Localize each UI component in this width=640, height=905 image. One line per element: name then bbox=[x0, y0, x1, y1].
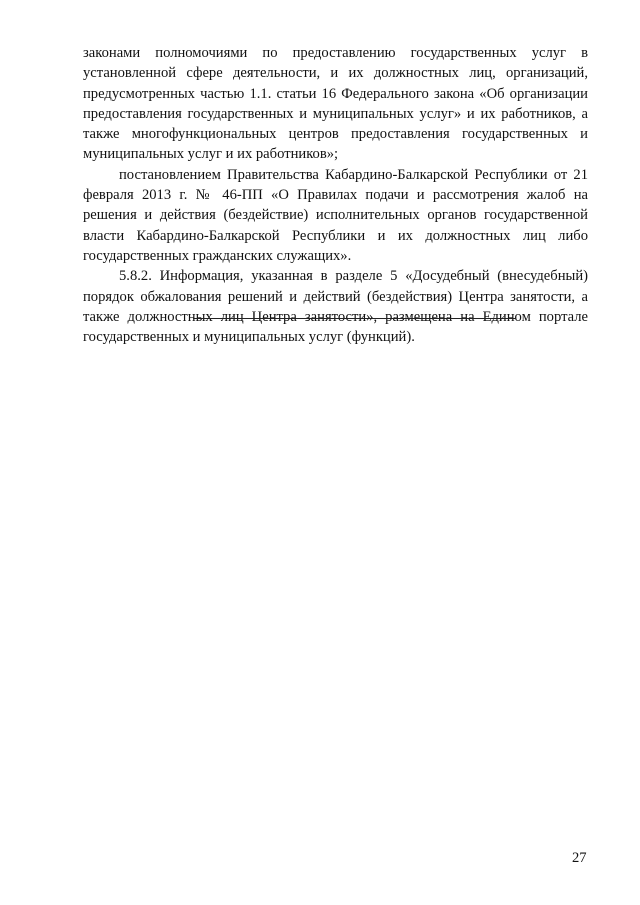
paragraph-government-resolution: постановлением Правительства Кабардино-Балкарской Республики от 21 февраля 2013 г. № 46-ПП «О Правилах подачи и рассмотрения жалоб на решения и действия (бездействие) исполнительных органов государственной власти Кабардино-Балкарской Республики и их должностных лиц либо государственных гражданских служащих». bbox=[83, 166, 588, 264]
page-number: 27 bbox=[572, 850, 587, 866]
body-text bbox=[83, 43, 588, 347]
paragraph-5-8-2: 5.8.2. Информация, указанная в разделе 5 «Досудебный (внесудебный) порядок обжалования решений и действий (бездействия) Центра занятости, а также должностных лиц Центра занятости», размещена на Едином портале государственных и муниципальных услуг (функций). bbox=[83, 268, 588, 346]
end-separator-line bbox=[193, 318, 516, 319]
paragraph-continuation: законами полномочиями по предоставлению государственных услуг в установленной сфере деятельности, и их должностных лиц, организаций, предусмотренных частью 1.1. статьи 16 Федерального закона «Об организации предоставления государственных и муниципальных услуг» и их работников, а также многофункциональных центров предоставления государственных и муниципальных услуг и их работников»; bbox=[83, 45, 588, 163]
